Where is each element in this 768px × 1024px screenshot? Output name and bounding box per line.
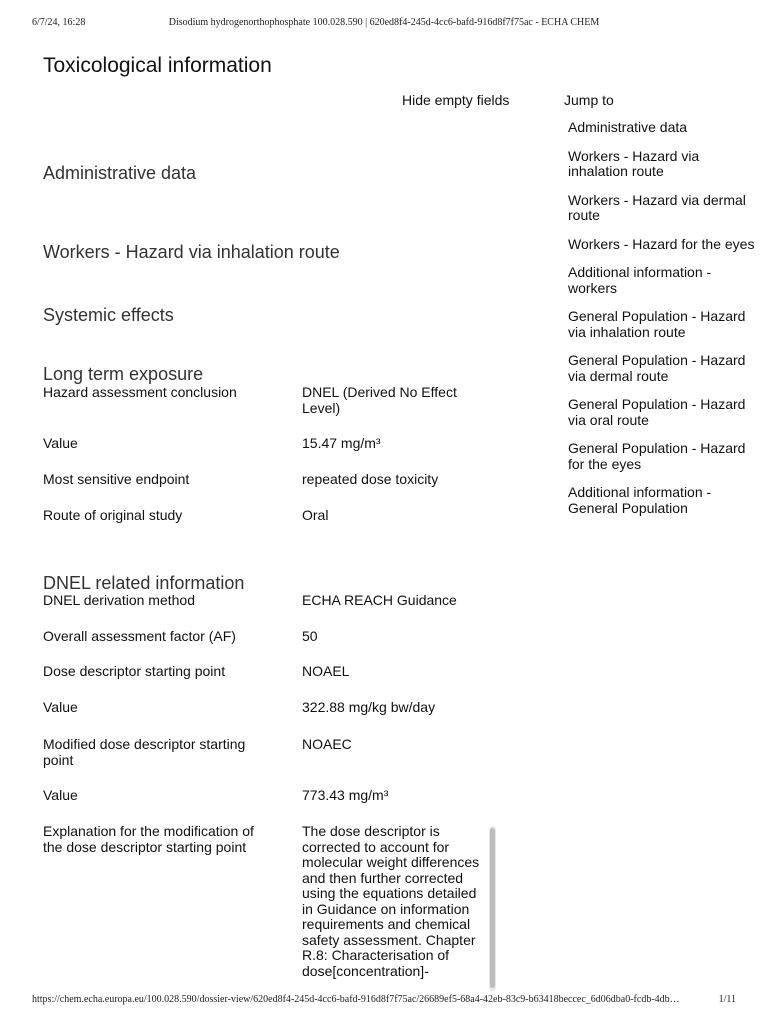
explanation-scrollbar[interactable] [489, 826, 496, 991]
field-value-hazard-assessment-conclusion: DNEL (Derived No Effect Level) [302, 384, 457, 416]
jump-link-administrative-data[interactable] [568, 120, 732, 136]
section-heading-systemic-effects: Systemic effects [43, 305, 174, 325]
jump-link-line: General Population - Hazard [568, 396, 746, 412]
jump-link-line: Workers - Hazard via dermal [568, 191, 746, 208]
field-value-modified-dose-descriptor: NOAEC [302, 736, 352, 752]
jump-link-additional-info-workers[interactable] [568, 265, 732, 296]
field-value-most-sensitive-endpoint: repeated dose toxicity [302, 471, 439, 487]
field-value-overall-assessment-factor: 50 [302, 628, 318, 644]
field-label-modified-dose-descriptor: Modified dose descriptor starting point [43, 736, 246, 768]
jump-to-nav [568, 119, 755, 529]
jump-link-line: Additional information - [568, 264, 712, 280]
field-label-dose-descriptor-starting-point: Dose descriptor starting point [43, 663, 226, 679]
jump-link-line: Administrative data [568, 119, 688, 135]
print-document-title: Disodium hydrogenorthophosphate 100.028.590 | 620ed8f4-245d-4cc6-bafd-916d8f7f75ac - ECHA CHEM [168, 17, 600, 28]
jump-link-general-population-oral[interactable] [568, 396, 746, 428]
jump-link-line: via inhalation route [568, 323, 686, 340]
field-label-modified-value: Value [43, 787, 78, 803]
explanation-scrollbar-thumb[interactable] [490, 828, 495, 988]
field-value-dose-descriptor-starting-point: NOAEL [302, 663, 350, 679]
jump-link-line: General Population [568, 499, 688, 516]
jump-link-line: General Population - Hazard [568, 352, 746, 368]
jump-link-workers-eyes[interactable] [568, 235, 755, 253]
jump-link-line: inhalation route [568, 163, 664, 179]
jump-to-heading: Jump to [564, 92, 614, 108]
jump-link-line: Workers - Hazard for the eyes [568, 235, 755, 252]
field-label-dose-value: Value [43, 699, 78, 715]
print-footer [32, 994, 736, 1008]
jump-link-general-population-dermal[interactable] [568, 352, 746, 384]
jump-link-line: Workers - Hazard via [568, 147, 700, 164]
section-heading-dnel-related-information: DNEL related information [43, 573, 245, 593]
jump-link-workers-inhalation[interactable] [568, 149, 732, 180]
section-heading-workers-inhalation: Workers - Hazard via inhalation route [43, 241, 340, 262]
field-label-most-sensitive-endpoint: Most sensitive endpoint [43, 471, 190, 487]
field-label-dnel-derivation-method: DNEL derivation method [43, 592, 196, 608]
field-value-dose-value: 322.88 mg/kg bw/day [302, 699, 436, 715]
field-value-explanation-modification: The dose descriptor is corrected to account for molecular weight differences and then further corrected using the equations detailed in Guidance on information requirements and chemical safety assessment. Chapter R.8: Characterisation of dose[concentration]- [302, 823, 480, 979]
print-date: 6/7/24, 16:28 [32, 17, 86, 28]
field-label-value: Value [43, 435, 78, 451]
hide-empty-fields-toggle[interactable]: Hide empty fields [402, 92, 510, 108]
print-page-count: 1/11 [718, 994, 736, 1005]
field-value-dnel-derivation-method: ECHA REACH Guidance [302, 592, 457, 608]
field-label-explanation-modification: Explanation for the modification of the dose descriptor starting point [43, 823, 254, 855]
print-header [32, 17, 736, 31]
field-value-modified-value: 773.43 mg/m³ [302, 787, 389, 803]
jump-link-line: route [568, 207, 600, 223]
section-heading-administrative-data: Administrative data [43, 162, 197, 183]
field-label-hazard-assessment-conclusion: Hazard assessment conclusion [43, 384, 237, 400]
field-label-route-of-original-study: Route of original study [43, 507, 183, 523]
jump-link-additional-info-general-population[interactable] [568, 485, 732, 516]
print-url: https://chem.echa.europa.eu/100.028.590/dossier-view/620ed8f4-245d-4cc6-bafd-916d8f7f75ac/26689ef5-68a4-42eb-83c9-b63418beccec_6d06dba0-fcdb-4db… [32, 994, 680, 1005]
jump-link-line: via dermal route [568, 367, 669, 384]
jump-link-line: Additional information - [568, 484, 712, 500]
jump-link-line: for the eyes [568, 455, 642, 472]
jump-link-workers-dermal[interactable] [568, 191, 746, 224]
field-label-overall-assessment-factor: Overall assessment factor (AF) [43, 628, 236, 644]
page-title: Toxicological information [43, 54, 272, 78]
jump-link-general-population-eyes[interactable] [568, 440, 746, 472]
jump-link-general-population-inhalation[interactable] [568, 308, 746, 340]
jump-link-line: via oral route [568, 411, 649, 428]
jump-link-line: General Population - Hazard [568, 308, 746, 324]
section-heading-long-term-exposure: Long term exposure [43, 364, 204, 384]
jump-link-line: workers [568, 279, 618, 296]
jump-link-line: General Population - Hazard [568, 440, 746, 456]
field-value-value: 15.47 mg/m³ [302, 435, 381, 451]
field-value-route-of-original-study: Oral [302, 507, 329, 523]
